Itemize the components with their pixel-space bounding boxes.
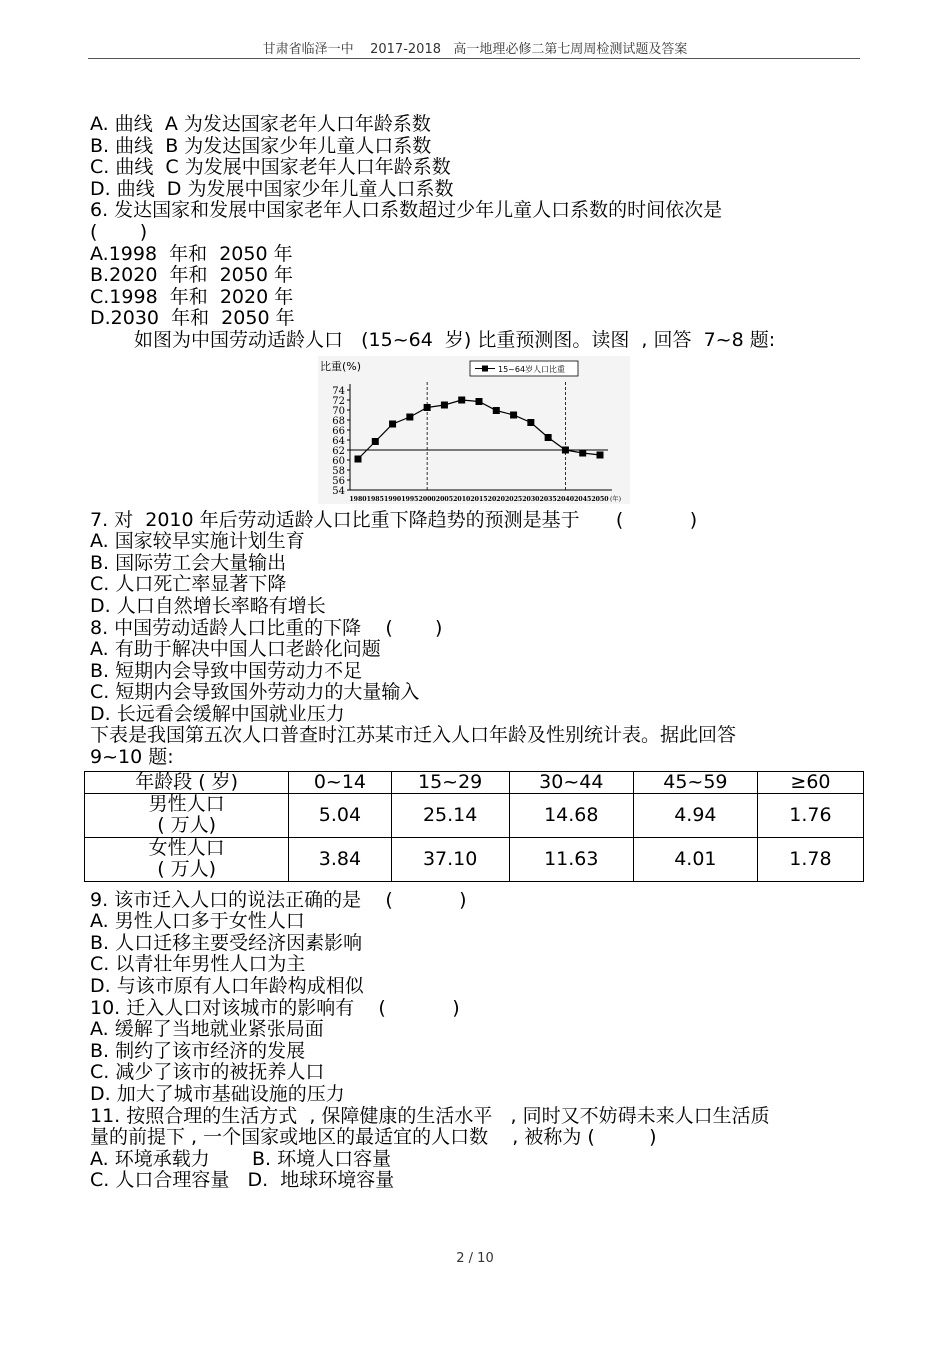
y-tick-label: 60 <box>332 455 345 467</box>
y-axis-label: 比重(%) <box>320 359 362 373</box>
question-line: 6. 发达国家和发展中国家老年人口系数超过少年儿童人口系数的时间依次是 <box>90 199 723 222</box>
question-line: A. 男性人口多于女性人口 <box>90 910 305 933</box>
table-cell: 25.14 <box>391 793 509 837</box>
x-tick-label: 1980 <box>349 495 367 503</box>
question-line: 10. 迁入人口对该城市的影响有 ( ) <box>90 996 460 1019</box>
legend-label: 15~64岁人口比重 <box>498 364 566 374</box>
table-cell: 1.78 <box>757 837 863 881</box>
question-line: 9. 该市迁入人口的说法正确的是 ( ) <box>90 888 467 911</box>
question-line: B. 人口迁移主要受经济因素影响 <box>90 931 363 954</box>
question-line: B.2020 年和 2050 年 <box>90 264 293 287</box>
table-cell: 14.68 <box>509 793 633 837</box>
labor-age-chart <box>318 356 630 504</box>
question-block-5-6 <box>90 114 860 330</box>
page-header: 甘肃省临泽一中 2017-2018 高一地理必修二第七周周检测试题及答案 <box>262 42 688 57</box>
question-line: 7. 对 2010 年后劳动适龄人口比重下降趋势的预测是基于 ( ) <box>90 508 698 531</box>
question-block-9-11 <box>90 890 860 1192</box>
row-label <box>85 837 289 881</box>
data-point <box>545 434 552 441</box>
table-cell: 11.63 <box>509 837 633 881</box>
question-line: 量的前提下 , 一个国家或地区的最适宜的人口数 , 被称为 ( ) <box>90 1126 657 1149</box>
question-line: B. 曲线 B 为发达国家少年儿童人口系数 <box>90 134 432 157</box>
table-cell: 4.01 <box>633 837 757 881</box>
data-point <box>493 407 500 414</box>
x-tick-label: 2030 <box>522 495 540 503</box>
question-line: C. 人口合理容量 D. 地球环境容量 <box>90 1169 395 1192</box>
y-tick-label: 54 <box>332 485 345 497</box>
header-rule <box>88 58 860 59</box>
x-tick-label: 1995 <box>401 495 419 503</box>
question-line: C. 短期内会导致国外劳动力的大量输入 <box>90 681 420 704</box>
question-line: D. 长远看会缓解中国就业压力 <box>90 702 345 725</box>
question-block-7-8 <box>90 510 860 769</box>
question-line: D. 人口自然增长率略有增长 <box>90 594 326 617</box>
x-tick-label: 2050 <box>591 495 609 503</box>
y-tick-label: 58 <box>332 465 345 477</box>
chart-background <box>318 356 630 504</box>
row-label-main: 男性人口 <box>148 793 225 816</box>
x-tick-label: 2010 <box>453 495 471 503</box>
data-point <box>424 404 431 411</box>
data-point <box>510 411 517 418</box>
question-line: B. 制约了该市经济的发展 <box>90 1039 306 1062</box>
table-cell: 3.84 <box>289 837 391 881</box>
data-point <box>389 420 396 427</box>
y-tick-label: 74 <box>332 385 345 397</box>
data-point <box>527 419 534 426</box>
question-line: D. 与该市原有人口年龄构成相似 <box>90 975 364 998</box>
question-line: 下表是我国第五次人口普查时江苏某市迁入人口年龄及性别统计表。据此回答 <box>90 724 737 747</box>
row-label <box>85 793 289 837</box>
row-label-unit: ( 万人) <box>157 858 217 881</box>
y-tick-label: 66 <box>332 425 345 437</box>
question-line: C. 以青壮年男性人口为主 <box>90 953 306 976</box>
x-tick-label: 2015 <box>470 495 488 503</box>
row-label-unit: ( 万人) <box>157 814 217 837</box>
table-row <box>85 793 864 837</box>
question-line: D. 曲线 D 为发展中国家少年儿童人口系数 <box>90 177 454 200</box>
question-line: B. 国际劳工会大量输出 <box>90 551 287 574</box>
question-line: A. 缓解了当地就业紧张局面 <box>90 1018 324 1041</box>
data-point <box>579 449 586 456</box>
table-cell: 1.76 <box>757 793 863 837</box>
page-number: 2 / 10 <box>456 1251 494 1266</box>
table-row <box>85 837 864 881</box>
x-tick-label: 2045 <box>574 495 592 503</box>
y-tick-label: 70 <box>332 405 345 417</box>
table-header-cell: 45~59 <box>633 771 757 793</box>
table-header-cell: ≥60 <box>757 771 863 793</box>
migration-table <box>84 771 864 882</box>
data-point <box>406 413 413 420</box>
data-point <box>372 438 379 445</box>
question-line: C. 曲线 C 为发展中国家老年人口年龄系数 <box>90 156 451 179</box>
x-tick-label: 2020 <box>487 495 505 503</box>
table-header-cell: 15~29 <box>391 771 509 793</box>
question-line: 8. 中国劳动适龄人口比重的下降 ( ) <box>90 616 443 639</box>
table-header-cell: 30~44 <box>509 771 633 793</box>
question-line: A. 曲线 A 为发达国家老年人口年龄系数 <box>90 113 431 135</box>
data-point <box>355 455 362 462</box>
question-line: A. 有助于解决中国人口老龄化问题 <box>90 638 381 661</box>
question-line: 11. 按照合理的生活方式 , 保障健康的生活水平 , 同时又不妨碍未来人口生活质 <box>90 1104 770 1127</box>
data-point <box>476 398 483 405</box>
question-line: A.1998 年和 2050 年 <box>90 242 293 265</box>
y-tick-label: 56 <box>332 475 345 487</box>
data-point <box>458 396 465 403</box>
data-point <box>441 401 448 408</box>
question-line: C. 人口死亡率显著下降 <box>90 573 287 596</box>
row-label-main: 女性人口 <box>148 837 225 860</box>
x-tick-label: 2000 <box>418 495 436 503</box>
question-line: D. 加大了城市基础设施的压力 <box>90 1083 345 1105</box>
x-tick-label: 2035 <box>539 495 557 503</box>
x-tick-label: 1990 <box>383 495 402 503</box>
question-line: A. 环境承载力 B. 环境人口容量 <box>90 1147 392 1170</box>
data-point <box>597 451 604 458</box>
table-header-cell: 0~14 <box>289 771 391 793</box>
x-tick-label: 1985 <box>366 495 384 503</box>
y-tick-label: 64 <box>332 435 345 447</box>
question-line: ( ) <box>90 220 148 243</box>
question-line: C. 减少了该市的被抚养人口 <box>90 1061 325 1084</box>
x-axis-label: (年) <box>610 495 622 503</box>
question-line: 9~10 题: <box>90 746 174 769</box>
legend-marker <box>482 365 488 371</box>
table-header-cell: 年龄段 ( 岁) <box>85 771 289 793</box>
table-cell: 37.10 <box>391 837 509 881</box>
data-point <box>562 446 569 453</box>
question-line: B. 短期内会导致中国劳动力不足 <box>90 659 363 682</box>
x-tick-label: 2025 <box>504 495 523 503</box>
question-line: C.1998 年和 2020 年 <box>90 285 294 308</box>
chart-svg <box>318 356 630 504</box>
x-tick-label: 2005 <box>435 495 454 503</box>
table-header-row <box>85 771 864 793</box>
y-tick-label: 68 <box>332 415 345 427</box>
question-line: A. 国家较早实施计划生育 <box>90 530 305 553</box>
intro-7-8: 如图为中国劳动适龄人口 (15~64 岁) 比重预测图。读图 , 回答 7~8 题: <box>134 328 776 351</box>
table-cell: 5.04 <box>289 793 391 837</box>
document-body <box>90 114 860 1192</box>
table-cell: 4.94 <box>633 793 757 837</box>
y-tick-label: 72 <box>332 395 345 407</box>
y-tick-label: 62 <box>332 445 345 457</box>
x-tick-label: 2040 <box>556 495 575 503</box>
question-line: D.2030 年和 2050 年 <box>90 307 295 330</box>
